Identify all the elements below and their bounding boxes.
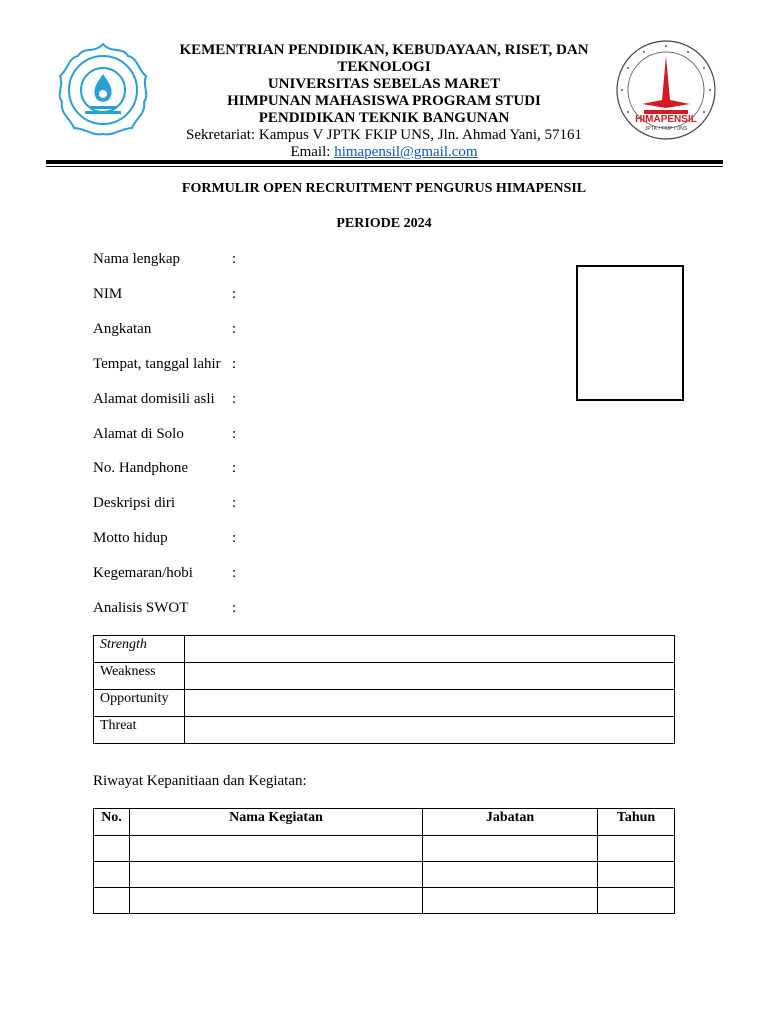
email-link[interactable]: himapensil@gmail.com [334,144,478,160]
table-cell[interactable] [598,836,675,862]
table-cell[interactable] [598,888,675,914]
field-label: Angkatan [93,321,152,337]
table-cell[interactable] [598,862,675,888]
table-row [94,717,675,744]
form-period: PERIODE 2024 [336,216,432,231]
table-cell[interactable] [130,836,423,862]
himapensil-logo [614,38,718,142]
association-name: HIMPUNAN MAHASISWA PROGRAM STUDI [227,93,541,109]
swot-label: Opportunity [94,690,185,717]
university-name: UNIVERSITAS SEBELAS MARET [267,76,501,92]
swot-label: Threat [94,717,185,744]
field-label: Alamat domisili asli [93,391,215,407]
field-label: Alamat di Solo [93,426,184,442]
field-label: Kegemaran/hobi [93,565,193,581]
table-row [94,888,675,914]
table-cell[interactable] [94,862,130,888]
swot-label: Strength [94,636,185,663]
field-label: No. Handphone [93,460,188,476]
table-cell[interactable] [423,862,598,888]
table-row [94,836,675,862]
field-colon: : [232,426,237,442]
table-cell[interactable] [94,836,130,862]
field-colon: : [232,460,237,476]
field-colon: : [232,251,237,267]
swot-input-cell[interactable] [185,663,675,690]
field-label: NIM [93,286,123,302]
table-row [94,690,675,717]
swot-input-cell[interactable] [185,636,675,663]
table-cell[interactable] [130,862,423,888]
program-name: PENDIDIKAN TEKNIK BANGUNAN [258,110,510,126]
swot-table [93,635,675,744]
header-tahun: Tahun [598,809,675,836]
table-cell[interactable] [423,836,598,862]
swot-input-cell[interactable] [185,690,675,717]
field-colon: : [232,286,237,302]
field-colon: : [232,391,237,407]
table-row [94,636,675,663]
photo-box[interactable] [576,265,684,401]
table-cell[interactable] [94,888,130,914]
table-row [94,663,675,690]
header-no: No. [94,809,130,836]
email-line [160,144,608,161]
field-label: Tempat, tanggal lahir [93,356,221,372]
field-colon: : [232,495,237,511]
table-cell[interactable] [130,888,423,914]
riwayat-label: Riwayat Kepanitiaan dan Kegiatan: [93,773,307,789]
letterhead [160,42,608,161]
uns-logo [52,40,154,140]
form-title: FORMULIR OPEN RECRUITMENT PENGURUS HIMAPENSIL [181,181,587,196]
riwayat-table [93,808,675,914]
header-jabatan: Jabatan [423,809,598,836]
table-row [94,862,675,888]
header-nama-kegiatan: Nama Kegiatan [130,809,423,836]
header-rule-thin [46,166,723,167]
himapensil-subtext: JPTK / FKIP / UNS [644,126,688,132]
field-colon: : [232,565,237,581]
secretariat-address: Sekretariat: Kampus V JPTK FKIP UNS, Jln. Ahmad Yani, 57161 [186,127,582,143]
field-colon: : [232,600,237,616]
field-colon: : [232,356,237,372]
table-header-row [94,809,675,836]
field-label: Analisis SWOT [93,600,189,616]
swot-label: Weakness [94,663,185,690]
swot-input-cell[interactable] [185,717,675,744]
header-rule-thick [46,160,723,164]
table-cell[interactable] [423,888,598,914]
himapensil-wordmark: HIMAPENSIL [635,114,697,125]
field-label: Nama lengkap [93,251,181,267]
field-colon: : [232,321,237,337]
field-label: Deskripsi diri [93,495,176,511]
field-colon: : [232,530,237,546]
email-label: Email: [290,144,335,160]
field-label: Motto hidup [93,530,168,546]
ministry-name: KEMENTRIAN PENDIDIKAN, KEBUDAYAAN, RISET, DAN TEKNOLOGI [179,42,589,75]
